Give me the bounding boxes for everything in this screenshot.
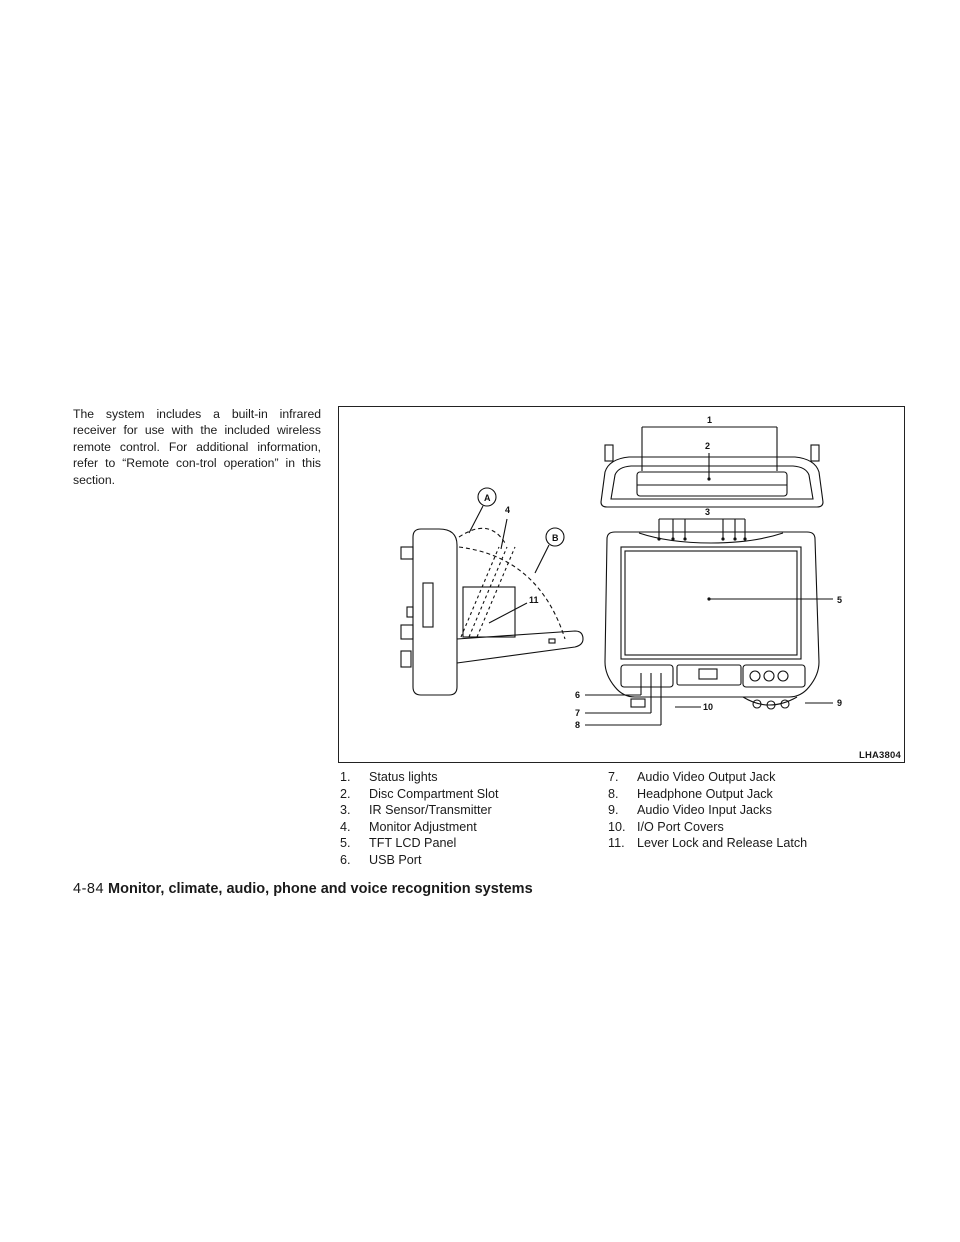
callout-2: 2	[705, 441, 711, 451]
figure-code: LHA3804	[858, 750, 901, 761]
legend-number: 1.	[340, 770, 351, 784]
legend-item	[340, 852, 498, 869]
callout-8: 8	[575, 720, 581, 730]
callout-9: 9	[837, 698, 843, 708]
page-number: 4-84	[73, 881, 105, 897]
callout-4: 4	[505, 505, 511, 515]
callout-a: A	[484, 493, 491, 503]
callout-11: 11	[529, 595, 539, 605]
monitor-diagram	[338, 406, 905, 763]
legend-number: 2.	[340, 786, 351, 801]
legend-text: Lever Lock and Release Latch	[637, 836, 808, 851]
legend-text: USB Port	[369, 852, 422, 867]
monitor-side-view	[401, 528, 583, 695]
legend-number: 9.	[608, 803, 619, 818]
section-title: Monitor, climate, audio, phone and voice recognition systems	[108, 881, 533, 897]
legend-text: Audio Video Output Jack	[637, 770, 776, 784]
legend-column-1	[340, 769, 498, 869]
legend-item	[608, 819, 807, 836]
legend-number: 3.	[340, 803, 351, 818]
legend-item	[608, 835, 807, 852]
legend-item	[608, 786, 807, 803]
legend-text: TFT LCD Panel	[369, 836, 457, 851]
callout-3: 3	[705, 507, 711, 517]
legend-number: 8.	[608, 786, 619, 801]
callout-6: 6	[575, 690, 581, 700]
diagram-illustration	[339, 407, 906, 764]
legend-item	[340, 769, 498, 786]
legend-text: Status lights	[369, 770, 438, 784]
monitor-front-view	[605, 532, 819, 709]
callout-b: B	[552, 533, 559, 543]
legend-number: 7.	[608, 770, 619, 784]
callout-7: 7	[575, 708, 581, 718]
legend-number: 4.	[340, 819, 351, 834]
legend-number: 6.	[340, 852, 351, 867]
legend-text: Monitor Adjustment	[369, 819, 477, 834]
legend-text: Headphone Output Jack	[637, 786, 773, 801]
intro-paragraph: The system includes a built-in infrared receiver for use with the included wireless remote control. For additional information, refer to “Remote con-trol operation” in this section.	[73, 407, 321, 487]
legend-number: 10.	[608, 819, 626, 834]
legend-number: 5.	[340, 836, 351, 851]
legend-item	[608, 769, 807, 786]
legend-text: Audio Video Input Jacks	[637, 803, 772, 818]
callout-1: 1	[707, 415, 713, 425]
legend-text: IR Sensor/Transmitter	[369, 803, 492, 818]
monitor-top-view	[601, 445, 823, 507]
legend-item	[608, 802, 807, 819]
callout-5: 5	[837, 595, 843, 605]
legend-item	[340, 802, 498, 819]
legend-item	[340, 786, 498, 803]
legend-column-2	[608, 769, 807, 852]
legend-text: Disc Compartment Slot	[369, 786, 499, 801]
legend-number: 11.	[608, 836, 625, 851]
legend-text: I/O Port Covers	[637, 819, 724, 834]
callout-10: 10	[703, 702, 714, 712]
legend-item	[340, 835, 498, 852]
page-footer	[73, 881, 533, 897]
legend-item	[340, 819, 498, 836]
